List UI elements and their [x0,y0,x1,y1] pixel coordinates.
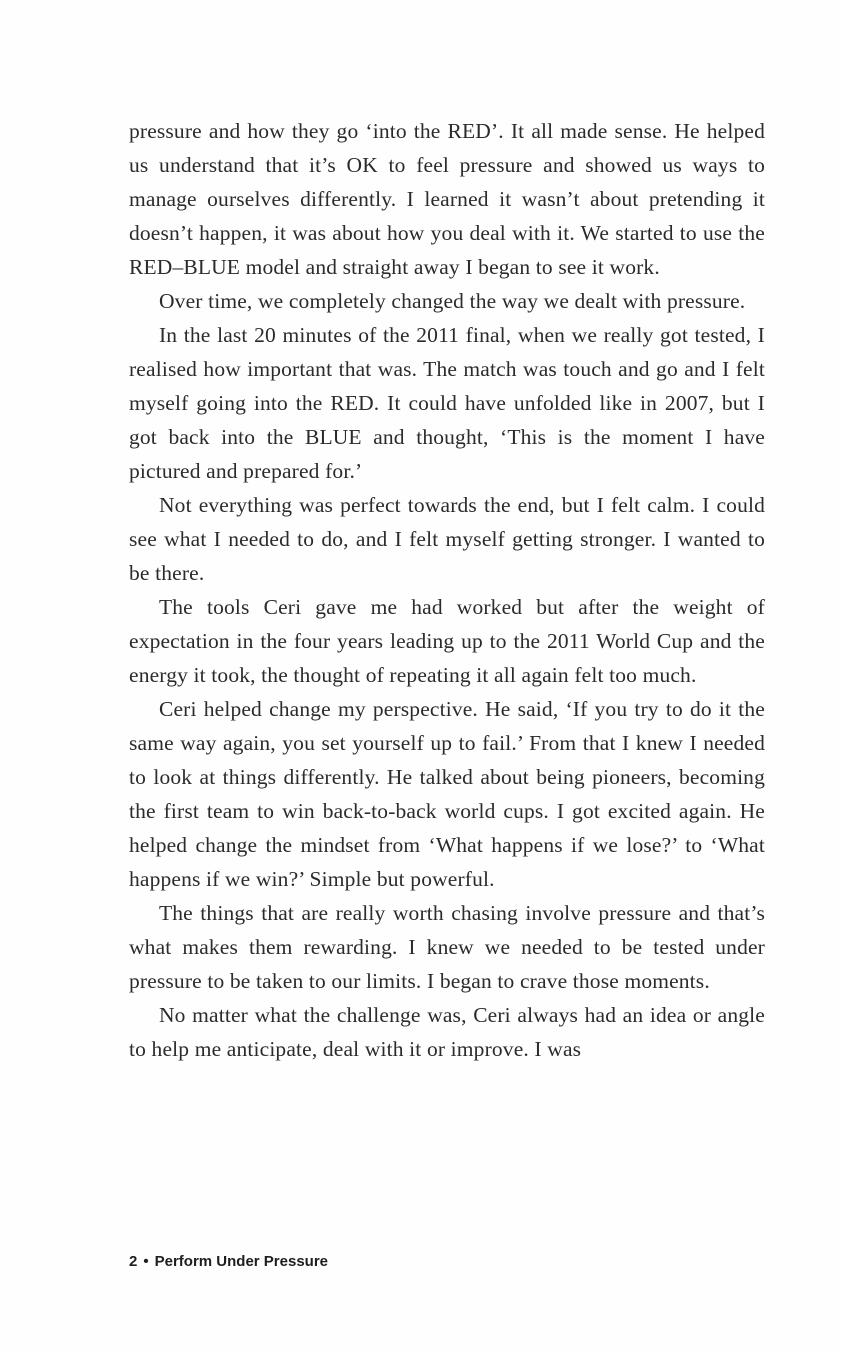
paragraph: Ceri helped change my perspective. He said, ‘If you try to do it the same way again, you set yourself up to fail.’ From that I knew I needed to look at things differently. He talked about being pioneers, becoming the first team to win back-to-back world cups. I got excited again. He helped change the mindset from ‘What happens if we lose?’ to ‘What happens if we win?’ Simple but powerful. [129,697,765,891]
paragraph: Not everything was perfect towards the end, but I felt calm. I could see what I needed to do, and I felt myself getting stronger. I wanted to be there. [129,493,765,585]
paragraph: In the last 20 minutes of the 2011 final, when we really got tested, I realised how important that was. The match was touch and go and I felt myself going into the RED. It could have unfolded like in 2007, but I got back into the BLUE and thought, ‘This is the moment I have pictured and prepared for.’ [129,323,765,483]
running-footer [129,1253,328,1270]
page-body [129,114,765,1066]
footer-separator: • [143,1253,149,1270]
paragraph: The tools Ceri gave me had worked but after the weight of expectation in the four years leading up to the 2011 World Cup and the energy it took, the thought of repeating it all again felt too much. [129,595,765,687]
paragraph: pressure and how they go ‘into the RED’. It all made sense. He helped us understand that it’s OK to feel pressure and showed us ways to manage ourselves differently. I learned it wasn’t about pretending it doesn’t happen, it was about how you deal with it. We started to use the RED–BLUE model and straight away I began to see it work. [129,119,765,279]
paragraph: Over time, we completely changed the way we dealt with pressure. [159,289,746,313]
paragraph: No matter what the challenge was, Ceri always had an idea or angle to help me anticipate, deal with it or improve. I was [129,1003,765,1061]
paragraph: The things that are really worth chasing involve pressure and that’s what makes them rewarding. I knew we needed to be tested under pressure to be taken to our limits. I began to crave those moments. [129,901,765,993]
page-number: 2 [129,1253,138,1270]
book-title: Perform Under Pressure [154,1253,329,1270]
